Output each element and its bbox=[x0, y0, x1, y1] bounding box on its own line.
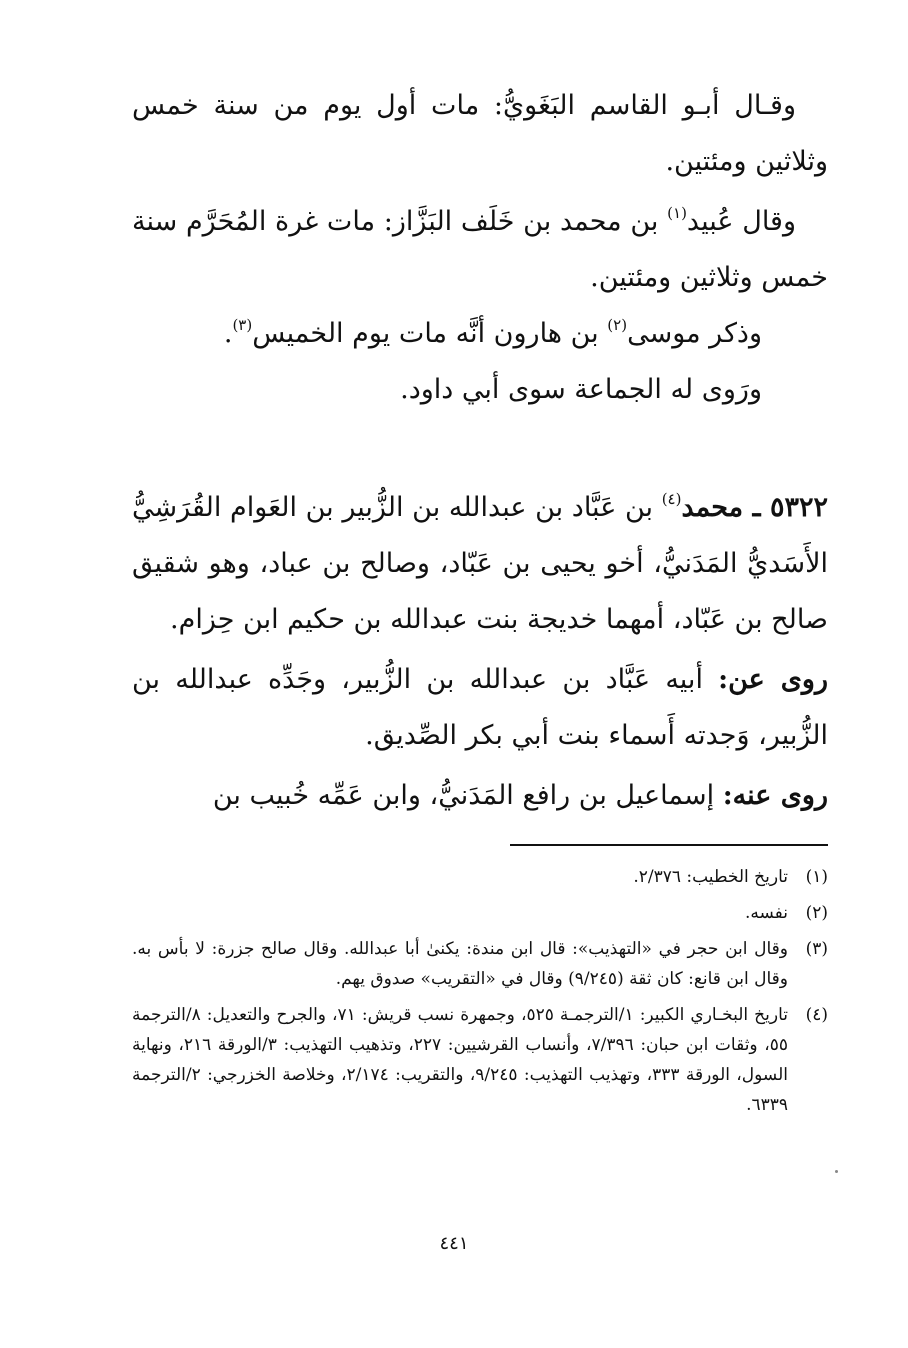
rawa-anhu-label: روى عنه: bbox=[722, 780, 828, 811]
footnote-text: وقال ابن حجر في «التهذيب»: قال ابن مندة: يكنىٰ أبا عبدالله. وقال صالح جزرة: لا بأس به. وقال ابن قانع: كان ثقة (٩/٢٤٥) وقال في «التقريب» صدوق يهم. bbox=[132, 939, 788, 989]
paragraph-baghawi bbox=[132, 78, 828, 190]
paragraph-ubaid bbox=[132, 194, 828, 306]
footnotes bbox=[132, 862, 828, 1120]
paragraph-text: بن محمد بن خَلَف البَزَّاز: مات غرة المُحَرَّم سنة خمس وثلاثين ومئتين. bbox=[132, 206, 828, 293]
rawa-anhu-paragraph bbox=[132, 768, 828, 824]
paragraph-text: وقال عُبيد bbox=[686, 206, 797, 237]
footnote-ref-3[interactable]: (٣) bbox=[232, 316, 253, 334]
entry-heading: ٥٣٢٢ ـ محمد bbox=[681, 492, 828, 523]
rawa-an-text: أبيه عَبَّاد بن عبدالله بن الزُّبير، وجَدِّه عبدالله بن الزُّبير، وَجدته أَسماء بنت أبي بكر الصِّديق. bbox=[132, 664, 828, 751]
paragraph-riwaya bbox=[132, 362, 828, 418]
paragraph-musa bbox=[132, 306, 828, 362]
entry-text: بن عَبَّاد بن عبدالله بن الزُّبير بن العَوام القُرَشِيُّ الأَسَديُّ المَدَنيُّ، أخو يحيى بن عَبّاد، وصالح بن عباد، وهو شقيق صالح بن عَبّاد، أمهما خديجة بنت عبدالله بن حكيم ابن حِزام. bbox=[132, 492, 828, 635]
footnote-number: (٢) bbox=[805, 903, 828, 923]
footnote-3 bbox=[132, 934, 828, 994]
footnote-ref-2[interactable]: (٢) bbox=[607, 316, 628, 334]
paragraph-text: وذكر موسى bbox=[627, 318, 762, 349]
footnote-divider bbox=[510, 844, 828, 846]
footnote-text: نفسه. bbox=[744, 903, 788, 923]
paragraph-text: بن هارون أنَّه مات يوم الخميس bbox=[252, 318, 608, 349]
footnote-text: تاريخ الخطيب: ٢/٣٧٦. bbox=[633, 867, 788, 887]
page-number: ٤٤١ bbox=[439, 1233, 469, 1254]
footnote-2 bbox=[132, 898, 828, 928]
footnote-4 bbox=[132, 1000, 828, 1120]
rawa-an-paragraph bbox=[132, 652, 828, 764]
rawa-an-label: روى عن: bbox=[718, 664, 829, 695]
footnote-text: تاريخ البخـاري الكبير: ١/الترجمـة ٥٢٥، وجمهرة نسب قريش: ٧١، والجرح والتعديل: ٨/الترجمة ٥٥، وثقات ابن حبان: ٧/٣٩٦، وأنساب القرشيين: ٢٢٧، وتذهيب التهذيب: ٣/الورقة ٢١٦، ونهاية السول، الورقة ٣٣٣، وتهذيب التهذيب: ٩/٢٤٥، والتقريب: ٢/١٧٤، وخلاصة الخزرجي: ٢/الترجمة ٦٣٣٩. bbox=[132, 1005, 788, 1115]
footnote-ref-4[interactable]: (٤) bbox=[661, 490, 682, 508]
footnote-number: (١) bbox=[805, 867, 828, 887]
scan-speck bbox=[835, 1170, 838, 1173]
entry-5322 bbox=[132, 480, 828, 648]
footnote-ref-1[interactable]: (١) bbox=[667, 204, 687, 222]
paragraph-text: ورَوى له الجماعة سوى أبي داود. bbox=[400, 374, 762, 405]
paragraph-text: . bbox=[223, 318, 233, 349]
footnote-number: (٣) bbox=[805, 939, 828, 959]
footnote-number: (٤) bbox=[805, 1005, 828, 1025]
footnote-1 bbox=[132, 862, 828, 892]
rawa-anhu-text: إسماعيل بن رافع المَدَنيُّ، وابن عَمِّه خُبيب بن bbox=[212, 780, 723, 811]
paragraph-text: وقـال أبـو القاسم البَغَويُّ: مات أول يوم من سنة خمس وثلاثين ومئتين. bbox=[132, 90, 828, 177]
